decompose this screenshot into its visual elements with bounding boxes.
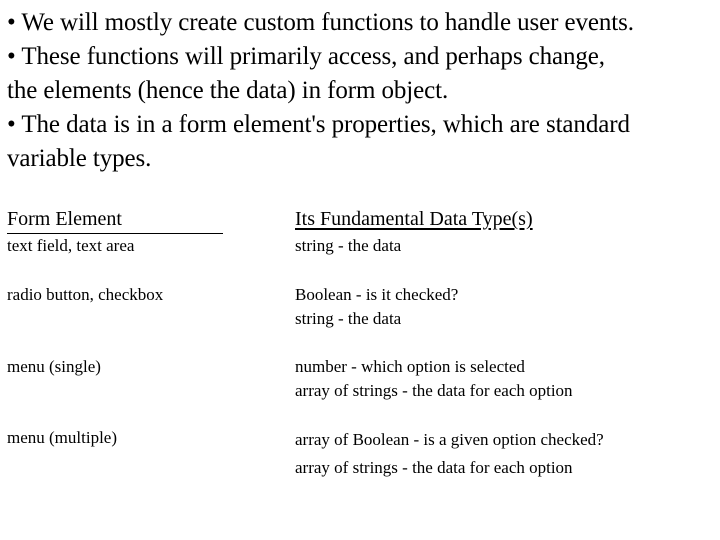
bullet-line-3: the elements (hence the data) in form object. xyxy=(7,77,449,104)
form-element-text: radio button, checkbox xyxy=(7,285,164,304)
bullet-list xyxy=(7,6,717,176)
form-element-text: menu (single) xyxy=(7,357,101,376)
form-element-cell xyxy=(7,283,163,307)
data-type-line: string - the data xyxy=(295,236,402,255)
data-type-line: array of strings - the data for each option xyxy=(295,381,573,400)
data-type-cell xyxy=(295,283,458,331)
table-header-row xyxy=(0,206,720,236)
bullet-line-4: • The data is in a form element's properties, which are standard xyxy=(7,111,630,138)
form-element-cell xyxy=(7,355,101,379)
form-element-cell xyxy=(7,234,134,258)
data-type-line: string - the data xyxy=(295,309,402,328)
form-element-text: menu (multiple) xyxy=(7,428,118,447)
data-type-line: array of strings - the data for each option xyxy=(295,458,573,477)
bullet-line-2: • These functions will primarily access, and perhaps change, xyxy=(7,43,605,70)
data-type-line: array of Boolean - is a given option checked? xyxy=(295,430,604,449)
form-element-header: Form Element xyxy=(7,206,223,234)
data-type-cell xyxy=(295,426,604,482)
bullet-line-1: • We will mostly create custom functions to handle user events. xyxy=(7,9,634,36)
data-type-header: Its Fundamental Data Type(s) xyxy=(295,208,533,230)
form-element-cell xyxy=(7,426,117,450)
data-type-cell xyxy=(295,234,401,258)
data-type-line: Boolean - is it checked? xyxy=(295,285,459,304)
bullet-line-5: variable types. xyxy=(7,145,152,172)
data-type-line: number - which option is selected xyxy=(295,357,525,376)
data-type-cell xyxy=(295,355,573,403)
form-element-text: text field, text area xyxy=(7,236,135,255)
